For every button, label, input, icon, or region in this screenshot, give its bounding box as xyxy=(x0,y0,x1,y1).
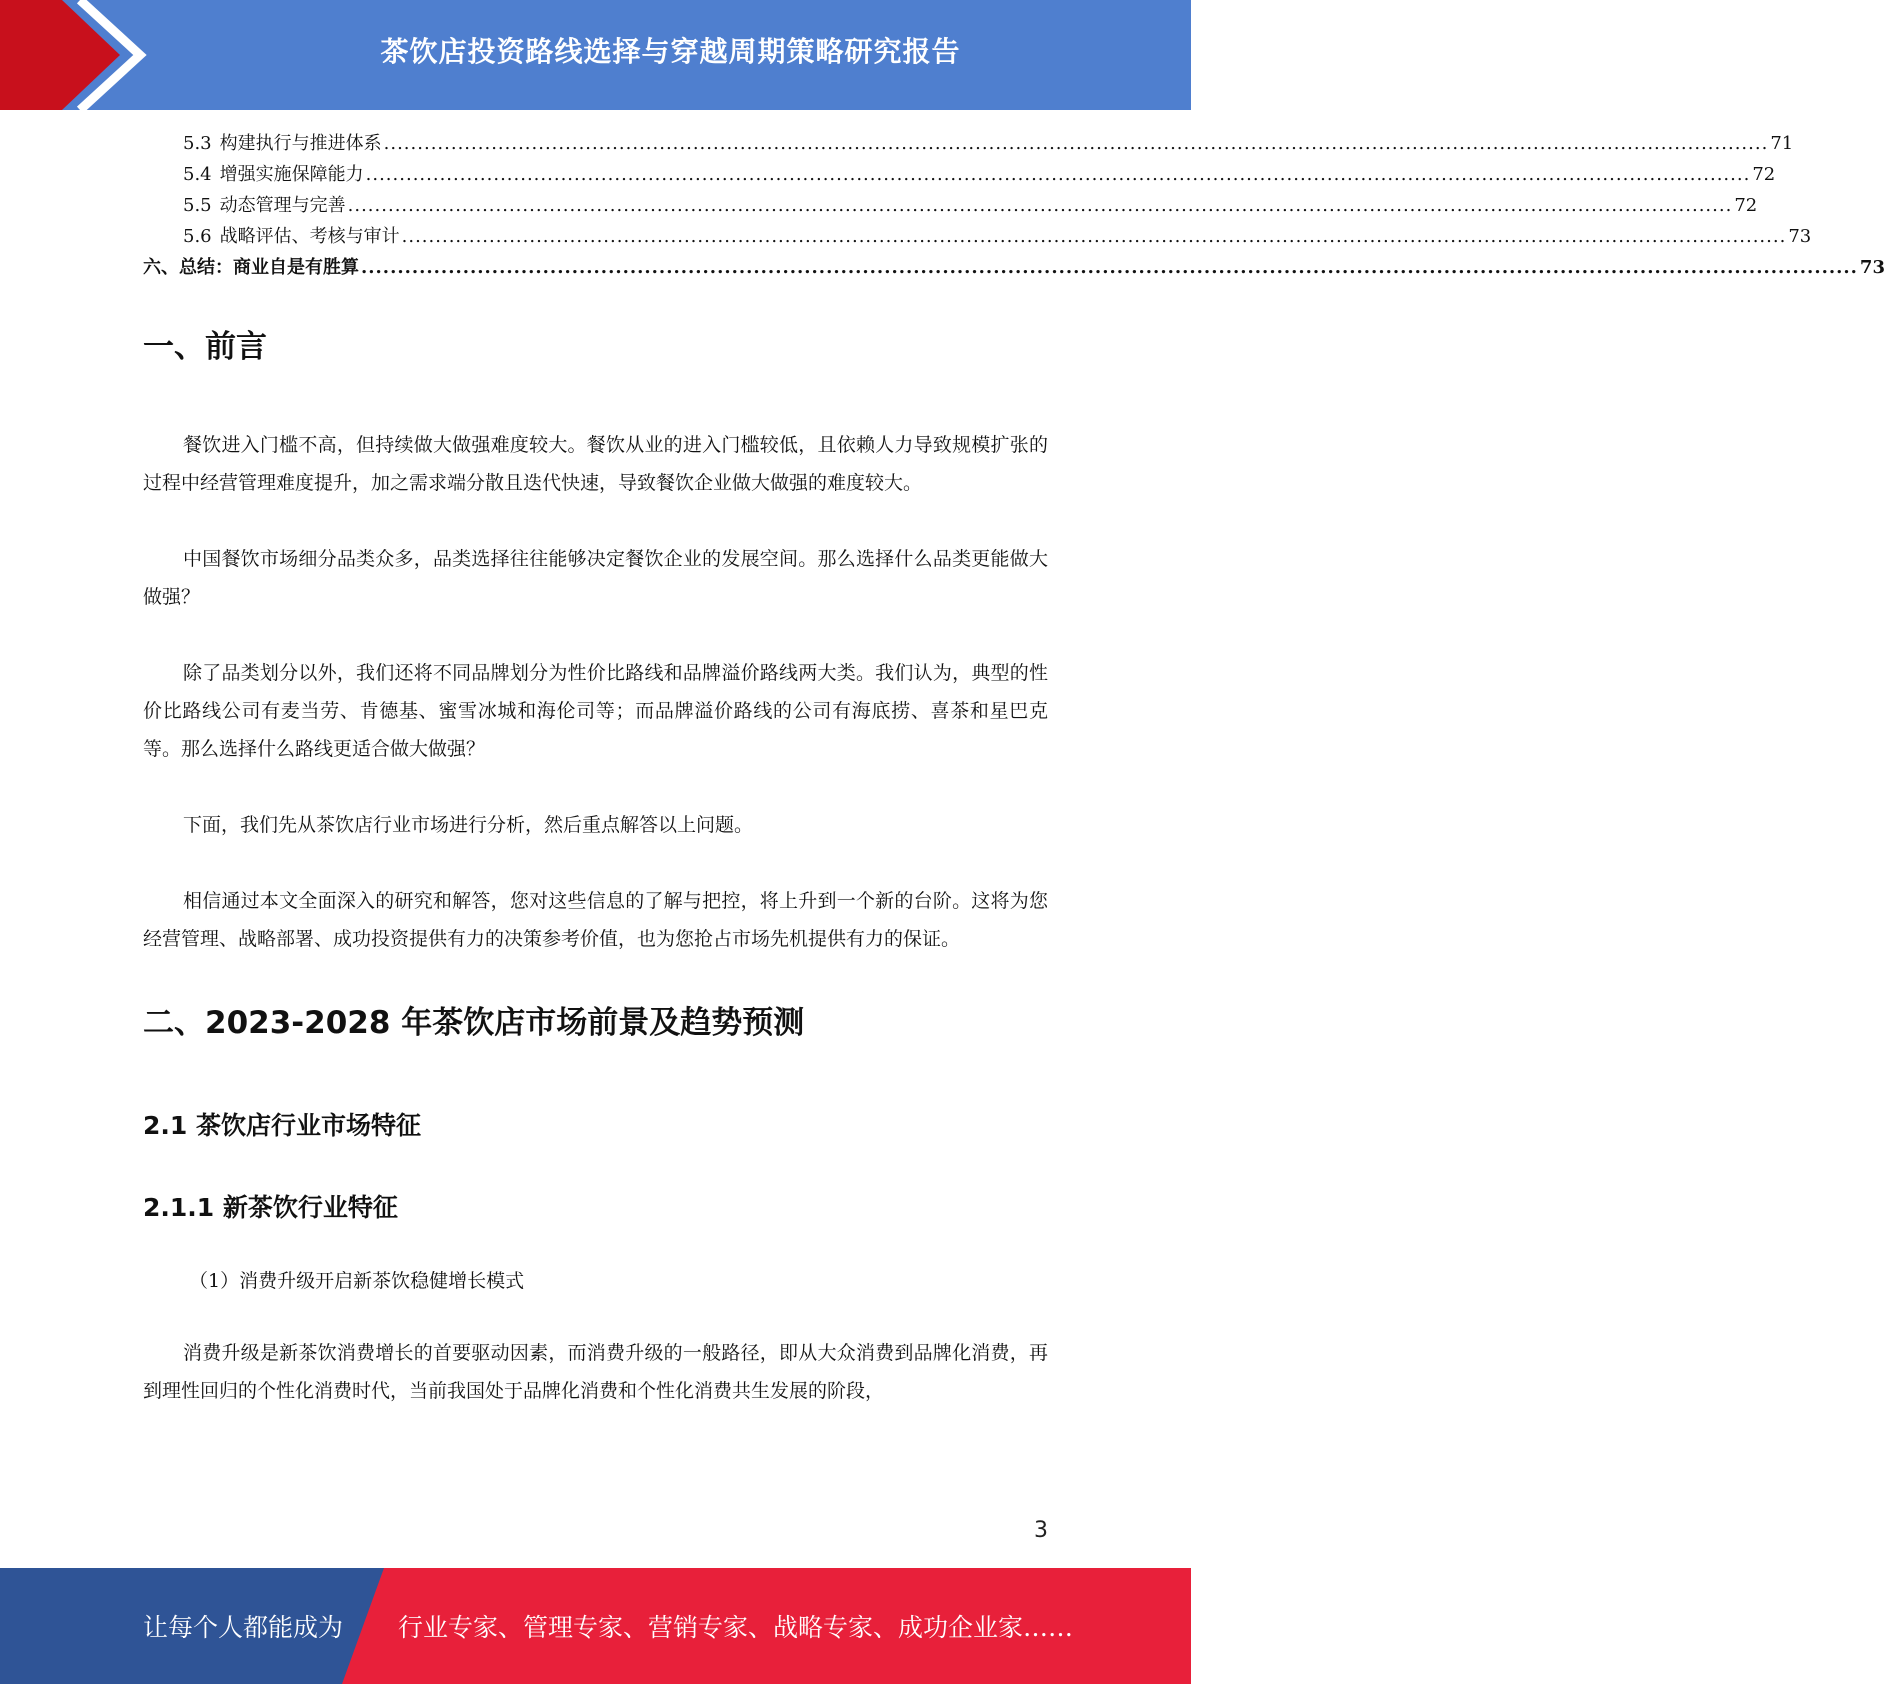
toc-leader: .............................................................................................................................................................................................................. xyxy=(361,257,1858,278)
toc-entry[interactable] xyxy=(143,159,1776,190)
toc-page: 73 xyxy=(1788,226,1812,247)
toc-label: 增强实施保障能力 xyxy=(219,164,364,185)
list-item: （1）消费升级开启新茶饮稳健增长模式 xyxy=(189,1270,525,1292)
toc-number: 5.4 xyxy=(183,164,212,185)
toc-leader: .............................................................................................................................................................................................................. xyxy=(383,133,1769,154)
document-body xyxy=(143,318,1048,1410)
section-heading: 一、前言 xyxy=(143,329,267,365)
toc-page: 72 xyxy=(1752,164,1776,185)
toc-label: 构建执行与推进体系 xyxy=(219,133,382,154)
page-header xyxy=(0,0,1191,110)
subsection-heading: 2.1.1 新茶饮行业特征 xyxy=(143,1193,398,1222)
toc-number: 5.3 xyxy=(183,133,212,154)
toc-entry[interactable] xyxy=(143,252,1885,283)
page-footer xyxy=(0,1568,1191,1684)
toc-page: 72 xyxy=(1734,195,1758,216)
toc-leader: .............................................................................................................................................................................................................. xyxy=(365,164,1751,185)
toc-page: 73 xyxy=(1859,257,1885,278)
paragraph: 相信通过本文全面深入的研究和解答，您对这些信息的了解与把控，将上升到一个新的台阶。这将为您经营管理、战略部署、成功投资提供有力的决策参考价值，也为您抢占市场先机提供有力的保证。 xyxy=(143,890,1048,950)
toc-page: 71 xyxy=(1770,133,1794,154)
toc-label: 六、总结：商业自是有胜算 xyxy=(143,257,359,278)
toc-leader: .............................................................................................................................................................................................................. xyxy=(347,195,1733,216)
toc-entry[interactable] xyxy=(143,190,1758,221)
section-heading: 二、2023-2028 年茶饮店市场前景及趋势预测 xyxy=(143,1005,805,1041)
paragraph: 除了品类划分以外，我们还将不同品牌划分为性价比路线和品牌溢价路线两大类。我们认为，典型的性价比路线公司有麦当劳、肯德基、蜜雪冰城和海伦司等；而品牌溢价路线的公司有海底捞、喜茶和星巴克等。那么选择什么路线更适合做大做强？ xyxy=(143,662,1048,760)
toc-number: 5.5 xyxy=(183,195,212,216)
subsection-heading: 2.1 茶饮店行业市场特征 xyxy=(143,1111,421,1140)
paragraph: 下面，我们先从茶饮店行业市场进行分析，然后重点解答以上问题。 xyxy=(183,814,754,836)
footer-slogan-left: 让每个人都能成为 xyxy=(143,1613,344,1642)
toc-entry[interactable] xyxy=(143,221,1812,252)
toc-number: 5.6 xyxy=(183,226,212,247)
toc-leader: .............................................................................................................................................................................................................. xyxy=(401,226,1787,247)
footer-slogan-right: 行业专家、管理专家、营销专家、战略专家、成功企业家…… xyxy=(398,1613,1074,1642)
toc-label: 战略评估、考核与审计 xyxy=(219,226,400,247)
report-title: 茶饮店投资路线选择与穿越周期策略研究报告 xyxy=(380,35,961,68)
table-of-contents xyxy=(143,128,1885,283)
paragraph: 消费升级是新茶饮消费增长的首要驱动因素，而消费升级的一般路径，即从大众消费到品牌化消费，再到理性回归的个性化消费时代，当前我国处于品牌化消费和个性化消费共生发展的阶段， xyxy=(143,1342,1048,1402)
page-number: 3 xyxy=(1034,1518,1048,1543)
toc-entry[interactable] xyxy=(143,128,1794,159)
toc-label: 动态管理与完善 xyxy=(219,195,346,216)
header-arrow-decoration xyxy=(0,0,150,110)
paragraph: 餐饮进入门槛不高，但持续做大做强难度较大。餐饮从业的进入门槛较低，且依赖人力导致规模扩张的过程中经营管理难度提升，加之需求端分散且迭代快速，导致餐饮企业做大做强的难度较大。 xyxy=(143,434,1048,494)
paragraph: 中国餐饮市场细分品类众多，品类选择往往能够决定餐饮企业的发展空间。那么选择什么品类更能做大做强？ xyxy=(143,548,1048,608)
